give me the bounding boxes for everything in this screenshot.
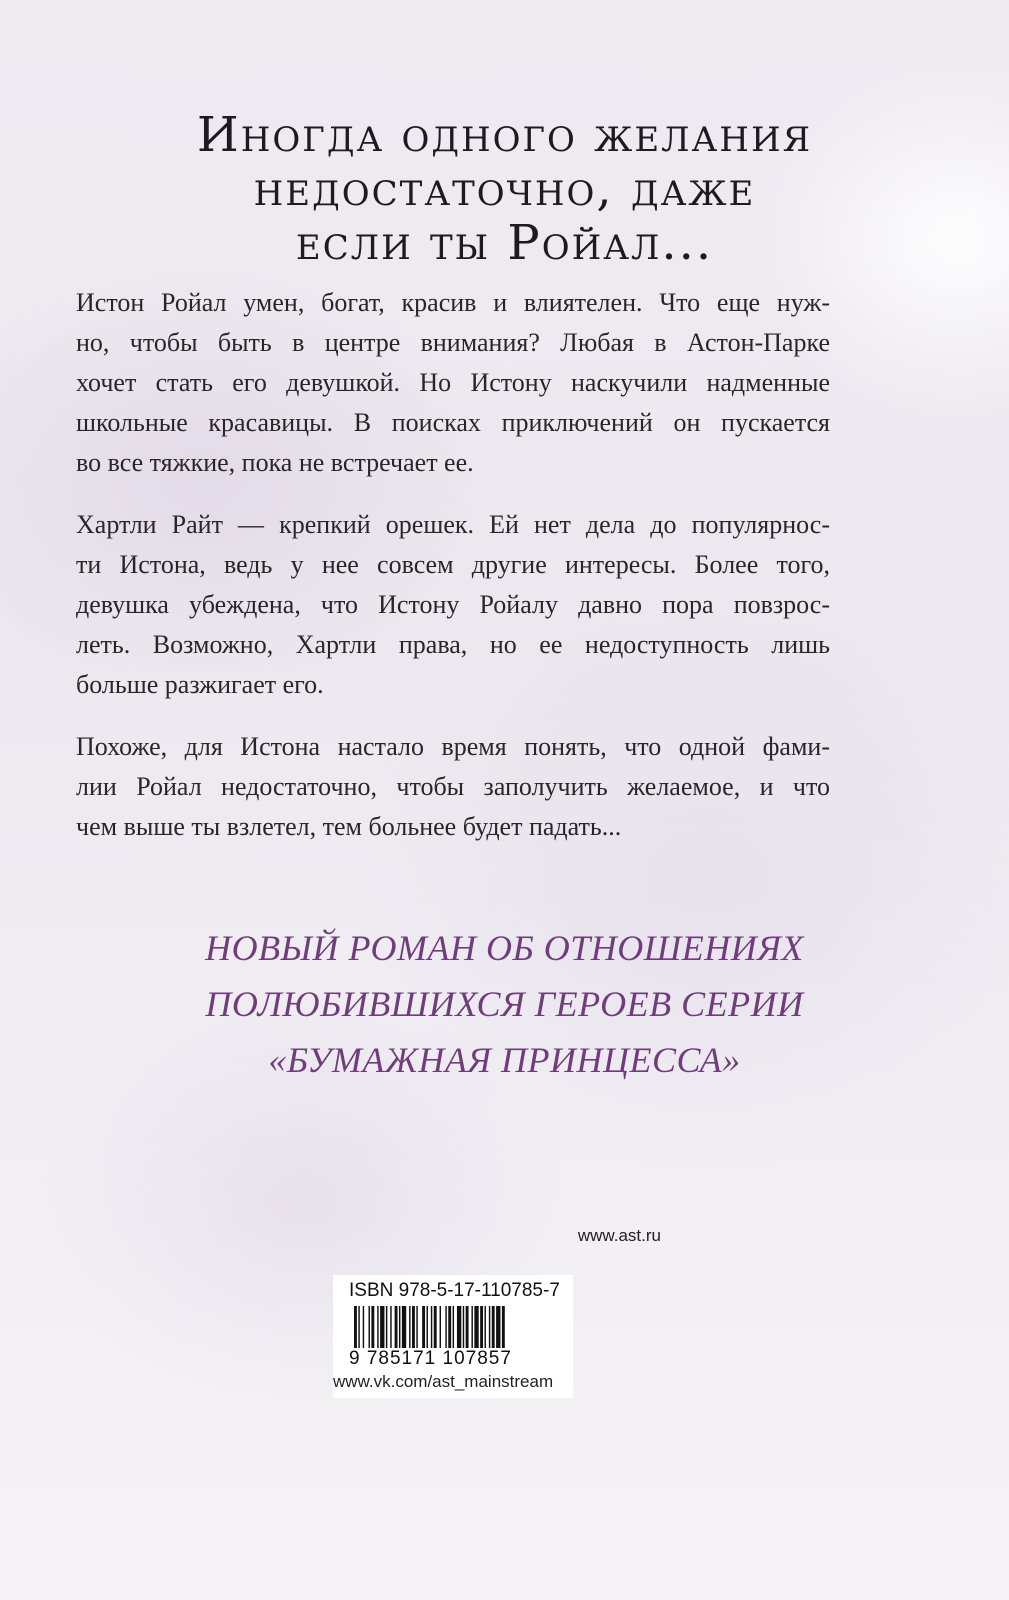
blurb-paragraph: [76, 727, 830, 847]
blurb-line: леть. Возможно, Хартли права, но ее недоступность лишь: [76, 630, 830, 659]
barcode-bar: [416, 1306, 417, 1348]
barcode-bar: [485, 1306, 486, 1348]
headline-line: Иногда одного желания: [196, 107, 813, 163]
barcode-bar: [474, 1306, 478, 1348]
barcode-bar: [377, 1306, 378, 1348]
blurb-paragraph: [76, 505, 830, 705]
barcode-bar: [390, 1306, 391, 1348]
barcode-bar: [371, 1306, 374, 1348]
barcode-bar: [358, 1306, 359, 1348]
blurb-line: но, чтобы быть в центре внимания? Любая в Астон-Парке: [76, 328, 830, 357]
blurb-line: Истон Ройал умен, богат, красив и влиятелен. Что еще нуж-: [76, 288, 830, 317]
barcode-bar: [402, 1306, 406, 1348]
blurb-line: хочет стать его девушкой. Но Истону наскучили надменные: [76, 368, 830, 397]
blurb-line: школьные красавицы. В поисках приключений он пускается: [76, 408, 830, 437]
isbn-label: ISBN 978-5-17-110785-7: [349, 1280, 560, 1301]
barcode-bar: [386, 1306, 387, 1348]
blurb-line: больше разжигает его.: [76, 670, 324, 699]
barcode-bar: [412, 1306, 415, 1348]
vk-url: www.vk.com/ast_mainstream: [333, 1372, 554, 1391]
headline-line: если ты Ройал...: [295, 215, 714, 271]
barcode-bar: [434, 1306, 437, 1348]
barcode-bar: [502, 1306, 505, 1348]
barcode-digits: 9 785171 107857: [349, 1348, 512, 1369]
barcode-bars: [350, 1306, 550, 1348]
blurb-line: Похоже, для Истона настало время понять, что одной фами-: [76, 732, 830, 761]
barcode-bar: [492, 1306, 495, 1348]
barcode-bar: [457, 1306, 461, 1348]
barcode-bar: [431, 1306, 432, 1348]
publisher-site-url: www.ast.ru: [577, 1226, 661, 1245]
barcode-bar: [471, 1306, 472, 1348]
tagline-line: ПОЛЮБИВШИХСЯ ГЕРОЕВ СЕРИИ: [205, 984, 804, 1024]
blurb: [76, 283, 830, 869]
barcode-bar: [380, 1306, 384, 1348]
barcode-bar: [427, 1306, 428, 1348]
barcode-bar: [399, 1306, 400, 1348]
barcode-bar: [369, 1306, 370, 1348]
blurb-paragraph: [76, 283, 830, 483]
barcode-bar: [440, 1306, 441, 1348]
blurb-line: во все тяжкие, пока не встречает ее.: [76, 448, 474, 477]
barcode-bar: [445, 1306, 446, 1348]
barcode-bar: [480, 1306, 483, 1348]
blurb-line: ти Истона, ведь у нее совсем другие интересы. Более того,: [76, 550, 830, 579]
tagline-line: НОВЫЙ РОМАН ОБ ОТНОШЕНИЯХ: [205, 928, 804, 968]
blurb-line: девушка убеждена, что Истону Ройалу давно пора повзрос-: [76, 590, 830, 619]
blurb-line: Хартли Райт — крепкий орешек. Ей нет дела до популярнос-: [76, 510, 830, 539]
barcode-bar: [466, 1306, 469, 1348]
barcode-bar: [453, 1306, 454, 1348]
barcode-bar: [463, 1306, 464, 1348]
barcode-bar: [409, 1306, 410, 1348]
blurb-line: лии Ройал недостаточно, чтобы заполучить желаемое, и что: [76, 772, 830, 801]
barcode-bar: [448, 1306, 451, 1348]
headline: [80, 108, 929, 270]
barcode-bar: [489, 1306, 490, 1348]
barcode-bar: [395, 1306, 398, 1348]
series-tagline: [80, 920, 929, 1088]
barcode-bar: [354, 1306, 357, 1348]
headline-line: недостаточно, даже: [253, 161, 756, 217]
barcode-bar: [363, 1306, 364, 1348]
tagline-line: «БУМАЖНАЯ ПРИНЦЕССА»: [268, 1040, 741, 1080]
barcode-bar: [422, 1306, 425, 1348]
blurb-line: чем выше ты взлетел, тем больнее будет падать...: [76, 812, 622, 841]
barcode-bar: [496, 1306, 500, 1348]
